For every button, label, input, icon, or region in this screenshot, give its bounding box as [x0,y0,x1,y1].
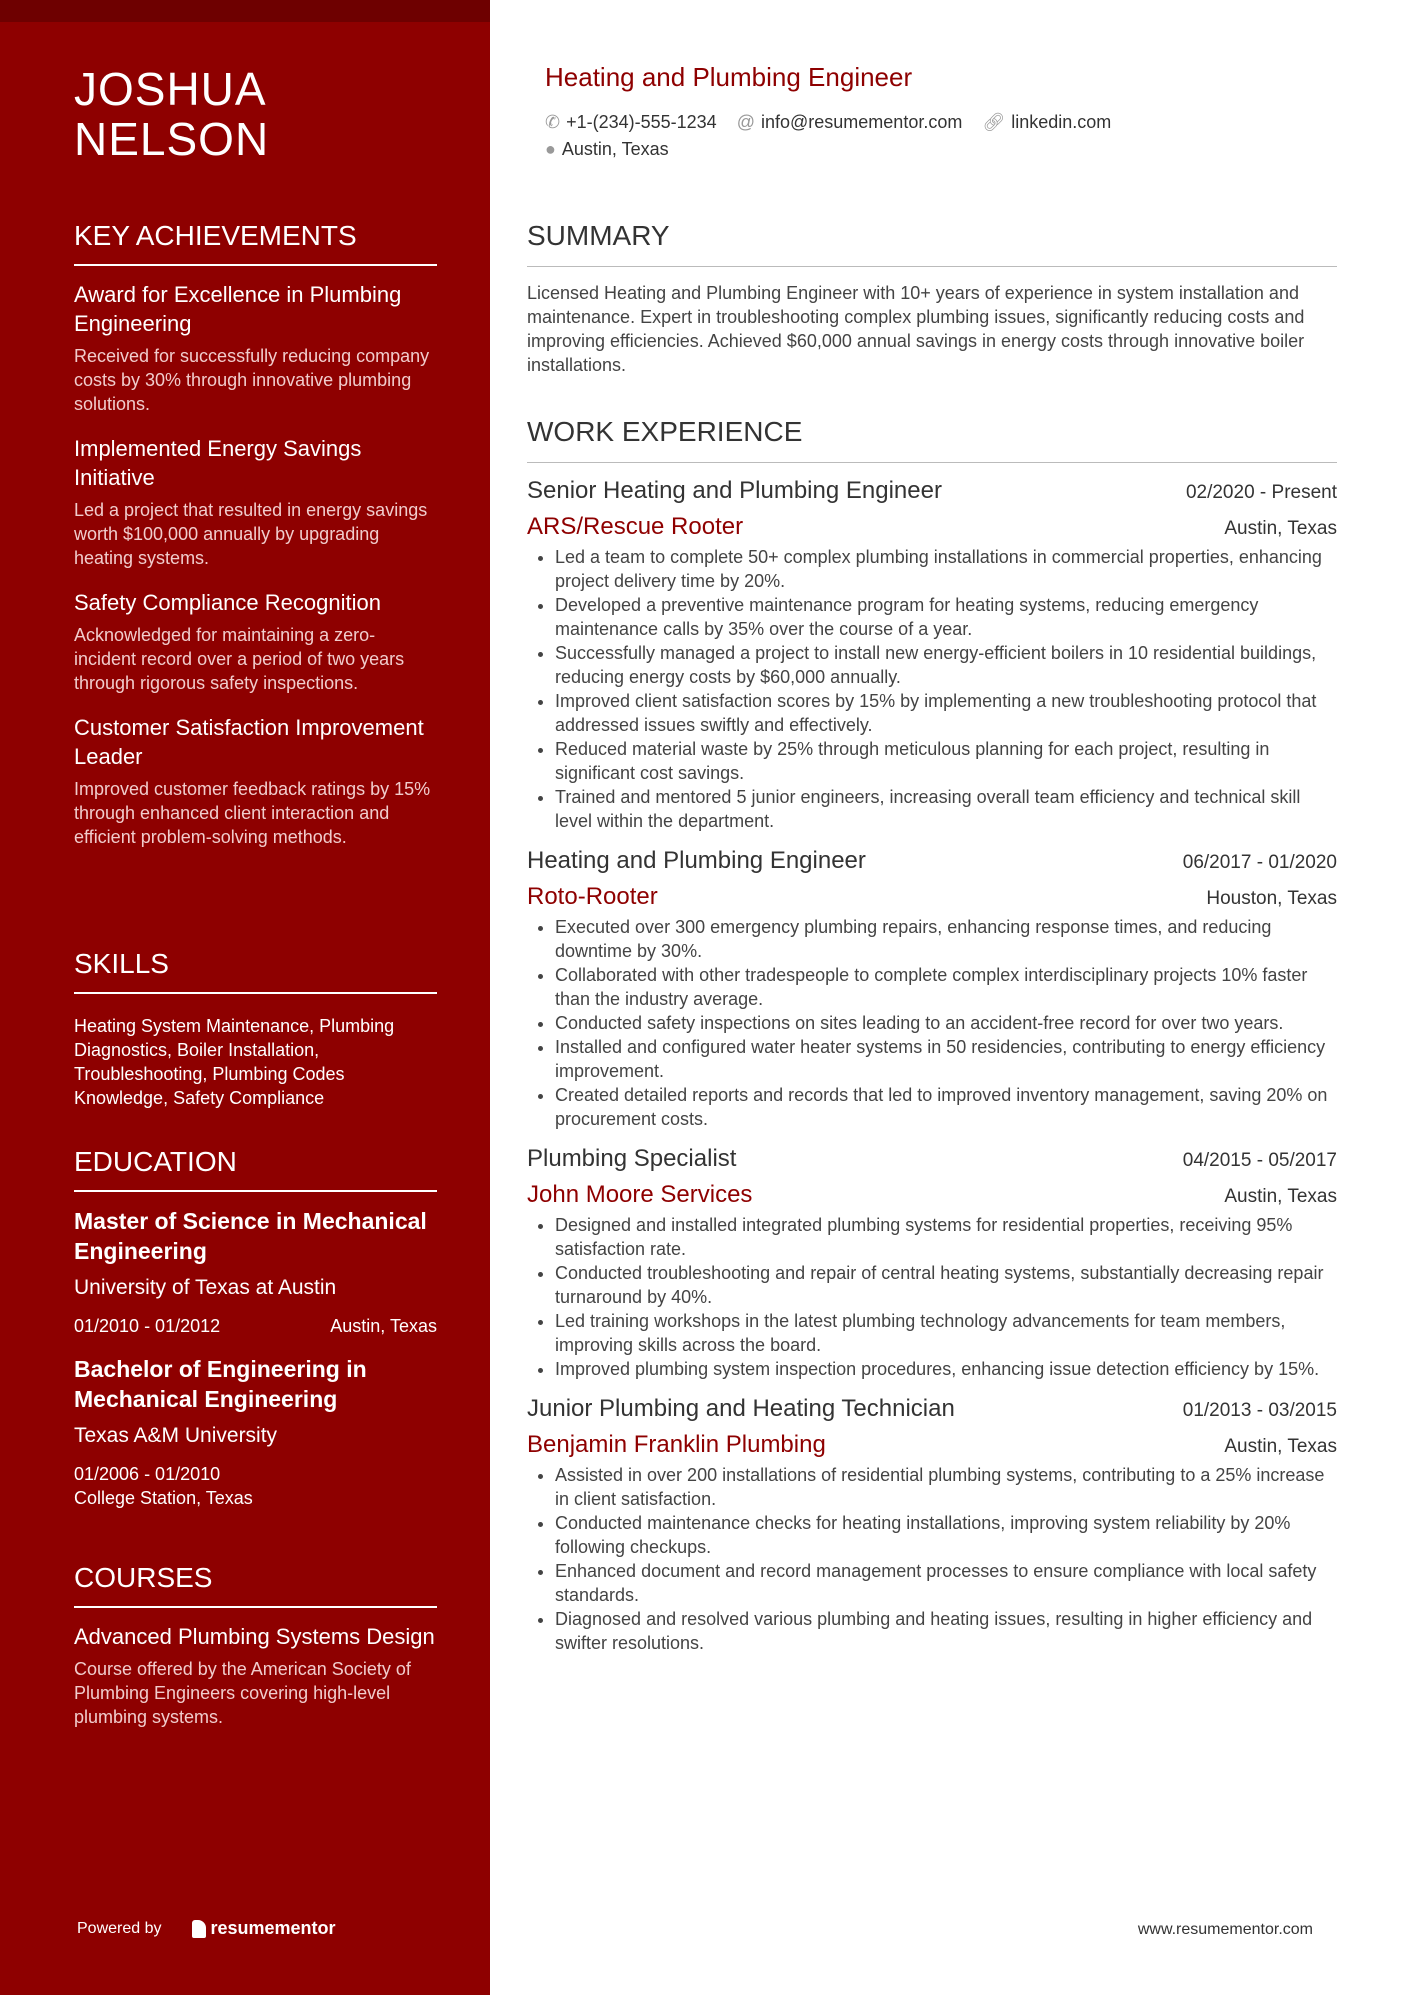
job-location: Austin, Texas [1224,518,1337,539]
education-institution: University of Texas at Austin [74,1276,337,1299]
achievements-heading: KEY ACHIEVEMENTS [74,218,437,266]
job-bullet: • Conducted maintenance checks for heating installations, improving system reliability by 20% following checkups. [555,1511,1337,1559]
job-bullet: • Executed over 300 emergency plumbing repairs, enhancing response times, and reducing downtime by 30%. [555,915,1337,963]
job-location: Austin, Texas [1224,1186,1337,1207]
job-bullets [527,545,1337,833]
job-bullet: • Improved plumbing system inspection procedures, enhancing issue detection efficiency by 15%. [555,1357,1337,1381]
summary-heading: SUMMARY [527,218,1337,267]
job-dates: 02/2020 - Present [1185,482,1337,503]
summary-section [527,218,1337,377]
powered-by-label: Powered by [77,1919,162,1937]
contact-email[interactable] [737,112,963,133]
job-location: Austin, Texas [1224,1436,1337,1457]
footer-url[interactable]: www.resumementor.com [1137,1921,1313,1938]
candidate-name [74,64,269,164]
job-entry [527,847,1337,1131]
course-desc: Course offered by the American Society of Plumbing Engineers covering high-level plumbing systems. [74,1659,411,1727]
skills-section [74,946,437,1110]
job-bullet: • Reduced material waste by 25% through meticulous planning for each project, resulting in significant cost savings. [555,737,1337,785]
linkedin-text: linkedin.com [1011,112,1112,132]
job-bullets [527,915,1337,1131]
courses-heading: COURSES [74,1560,437,1608]
job-entry [527,477,1337,833]
email-text: info@resumementor.com [760,112,963,132]
job-bullet: • Created detailed reports and records that led to improved inventory management, saving 20% on procurement costs. [555,1083,1337,1131]
job-entry [527,1395,1337,1655]
job-bullet: • Designed and installed integrated plumbing systems for residential properties, receiving 95% satisfaction rate. [555,1213,1337,1261]
job-role: Heating and Plumbing Engineer [527,847,866,874]
job-bullet: • Conducted safety inspections on sites leading to an accident-free record for over two years. [555,1011,1337,1035]
achievement-item [74,280,437,416]
job-company: ARS/Rescue Rooter [527,513,744,540]
job-role: Junior Plumbing and Heating Technician [527,1395,955,1422]
education-location: College Station, Texas [74,1488,253,1508]
job-bullet: • Assisted in over 200 installations of residential plumbing systems, contributing to a 25% increase in client satisfaction. [555,1463,1337,1511]
job-bullets [527,1213,1337,1381]
link-icon: 🔗︎ [982,112,1006,132]
job-role: Senior Heating and Plumbing Engineer [527,477,942,504]
education-institution: Texas A&M University [74,1424,278,1447]
course-item [74,1622,437,1729]
achievement-desc: Led a project that resulted in energy savings worth $100,000 annually by upgrading heating systems. [74,500,428,568]
job-bullets [527,1463,1337,1655]
education-item [74,1206,437,1338]
logo-text: resumementor [210,1918,336,1938]
job-bullet: • Conducted troubleshooting and repair of central heating systems, substantially decreasing repair turnaround by 40%. [555,1261,1337,1309]
course-title: Advanced Plumbing Systems Design [74,1624,435,1649]
contact-info [545,112,1111,166]
achievement-title: Implemented Energy Savings Initiative [74,436,362,490]
achievement-title: Award for Excellence in Plumbing Engineering [74,282,402,336]
job-location: Houston, Texas [1206,888,1337,909]
phone-text: +1-(234)-555-1234 [566,112,717,132]
contact-linkedin[interactable] [982,112,1111,133]
achievement-title: Customer Satisfaction Improvement Leader [74,715,424,769]
last-name: NELSON [74,113,270,165]
job-company: Benjamin Franklin Plumbing [527,1431,826,1458]
education-dates: 01/2006 - 01/2010 [74,1464,221,1484]
job-dates: 06/2017 - 01/2020 [1182,852,1337,873]
achievement-desc: Improved customer feedback ratings by 15% through enhanced client interaction and efficient problem-solving methods. [74,779,431,847]
experience-section [527,414,1337,1655]
resumementor-logo-icon [192,1920,206,1938]
location-text: Austin, Texas [561,139,669,159]
experience-heading: WORK EXPERIENCE [527,414,1337,463]
education-degree: Bachelor of Engineering in Mechanical Engineering [74,1356,367,1412]
education-degree: Master of Science in Mechanical Engineering [74,1208,427,1264]
job-bullet: • Enhanced document and record management processes to ensure compliance with local safety standards. [555,1559,1337,1607]
job-bullet: • Installed and configured water heater systems in 50 residencies, contributing to energy efficiency improvement. [555,1035,1337,1083]
achievement-item [74,588,437,695]
sidebar-top-band [0,0,490,22]
job-bullet: • Led a team to complete 50+ complex plumbing installations in commercial properties, enhancing project delivery time by 20%. [555,545,1337,593]
courses-section [74,1560,437,1747]
achievement-item [74,434,437,570]
achievement-title: Safety Compliance Recognition [74,590,381,615]
job-bullet: • Developed a preventive maintenance program for heating systems, reducing emergency maintenance calls by 35% over the course of a year. [555,593,1337,641]
job-bullet: • Improved client satisfaction scores by 15% by implementing a new troubleshooting protocol that addressed issues swiftly and effectively. [555,689,1337,737]
education-item [74,1354,437,1510]
job-dates: 01/2013 - 03/2015 [1182,1400,1337,1421]
at-icon: @ [736,112,755,132]
job-company: John Moore Services [527,1181,753,1208]
achievement-desc: Received for successfully reducing company costs by 30% through innovative plumbing solutions. [74,346,430,414]
education-location: Austin, Texas [330,1316,437,1336]
skills-heading: SKILLS [74,946,437,994]
achievement-desc: Acknowledged for maintaining a zero-incident record over a period of two years through rigorous safety inspections. [74,625,405,693]
sidebar [0,0,490,1995]
job-bullet: • Successfully managed a project to install new energy-efficient boilers in 10 residential buildings, reducing energy costs by $60,000 annually. [555,641,1337,689]
job-bullet: • Trained and mentored 5 junior engineers, increasing overall team efficiency and technical skill level within the department. [555,785,1337,833]
skills-list: Heating System Maintenance, Plumbing Diagnostics, Boiler Installation, Troubleshooting, Plumbing Codes Knowledge, Safety Compliance [74,1016,395,1108]
contact-phone[interactable] [545,112,717,133]
contact-location [545,139,669,160]
location-pin-icon: ● [545,139,556,159]
job-dates: 04/2015 - 05/2017 [1182,1150,1337,1171]
achievement-item [74,713,437,849]
job-bullet: • Collaborated with other tradespeople to complete complex interdisciplinary projects 10% faster than the industry average. [555,963,1337,1011]
first-name: JOSHUA [74,63,267,115]
education-heading: EDUCATION [74,1144,437,1192]
job-bullet: • Diagnosed and resolved various plumbing and heating issues, resulting in higher efficiency and swifter resolutions. [555,1607,1337,1655]
resumementor-logo[interactable] [192,1918,336,1939]
education-dates: 01/2010 - 01/2012 [74,1316,221,1336]
job-role: Plumbing Specialist [527,1145,737,1172]
header-job-title: Heating and Plumbing Engineer [545,62,913,92]
education-section [74,1144,437,1510]
powered-by-footer [77,1918,336,1939]
phone-icon: ✆ [545,112,561,132]
achievements-section [74,218,437,867]
job-bullet: • Led training workshops in the latest plumbing technology advancements for team members, improving skills across the board. [555,1309,1337,1357]
job-company: Roto-Rooter [527,883,658,910]
summary-text: Licensed Heating and Plumbing Engineer with 10+ years of experience in system installation and maintenance. Expert in troubleshooting complex plumbing issues, significantly reducing costs and improving efficiencies. Achieved $60,000 annual savings in energy costs through innovative boiler installations. [527,283,1305,375]
job-entry [527,1145,1337,1381]
